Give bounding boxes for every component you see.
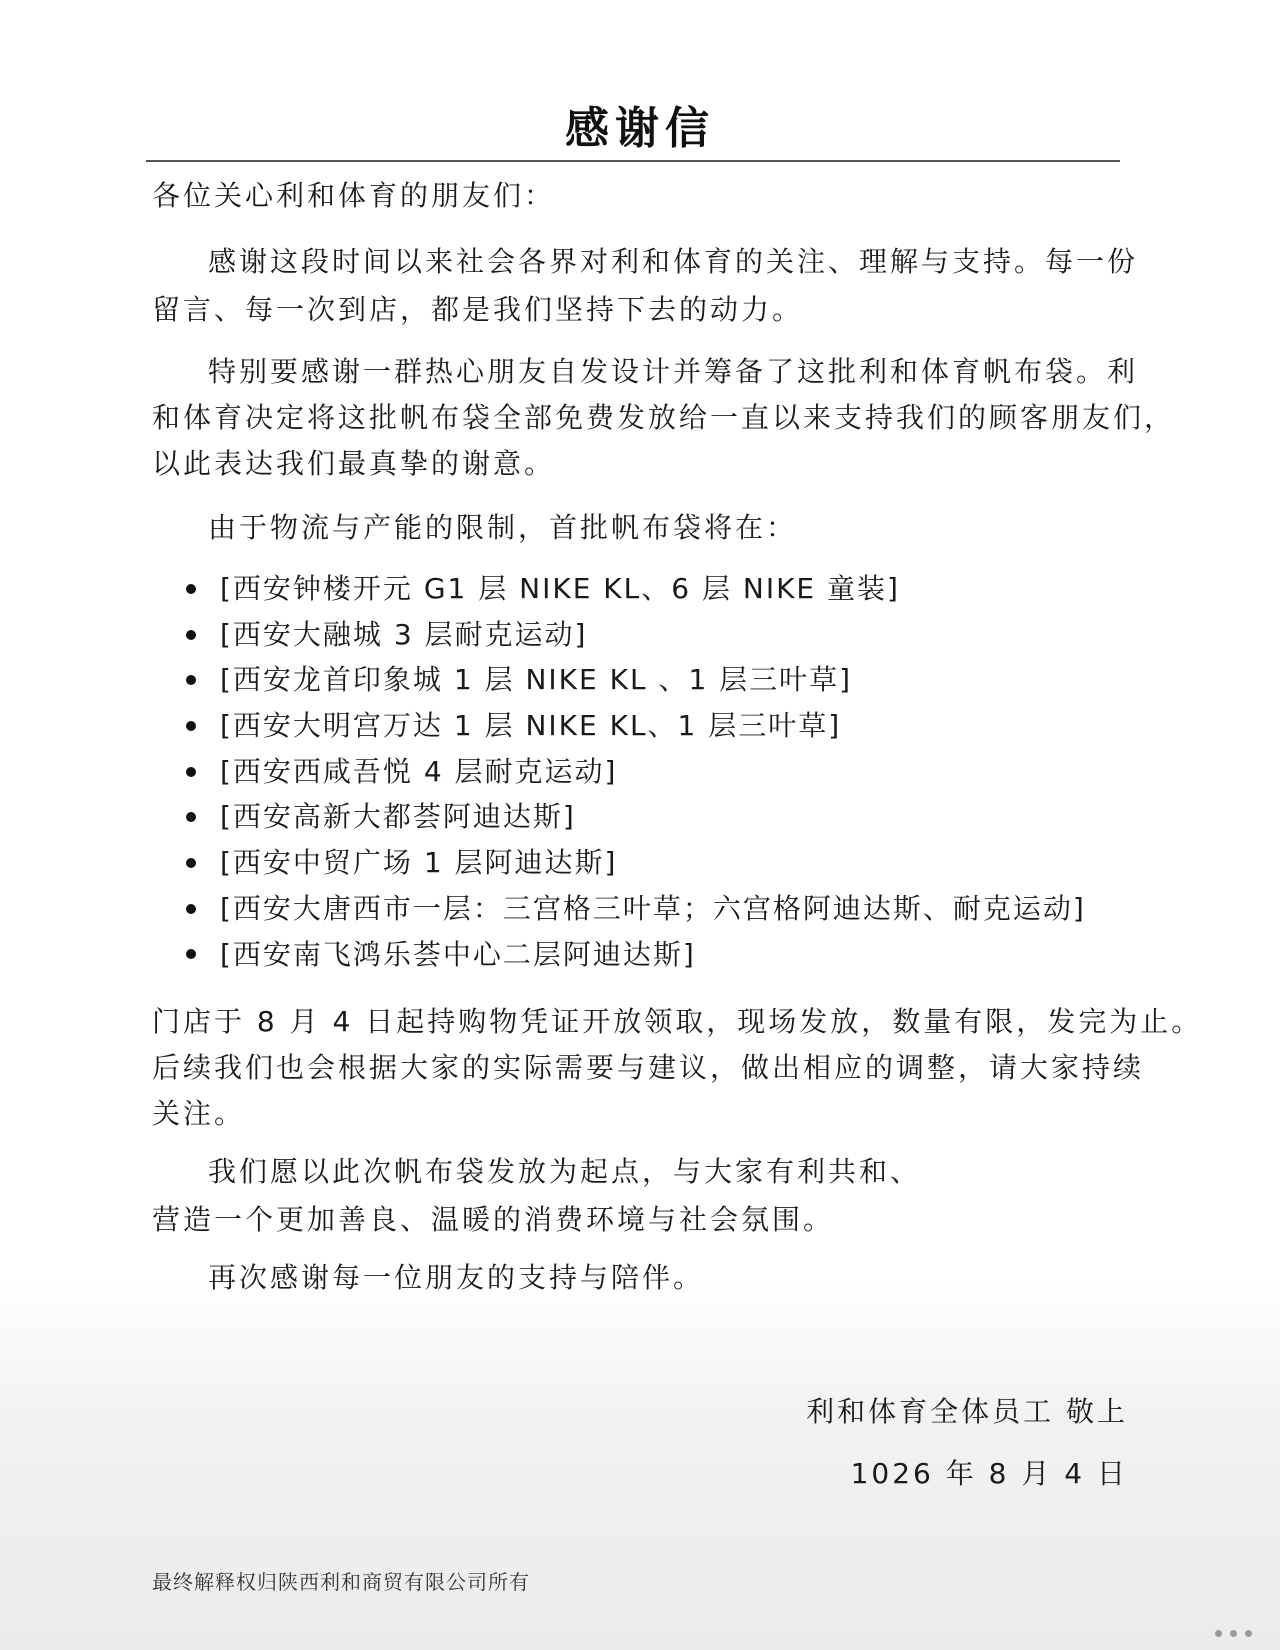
store-name: [西安大唐西市一层：三宫格三叶草；六宫格阿迪达斯、耐克运动] <box>220 891 1086 925</box>
store-name: [西安高新大都荟阿迪达斯] <box>220 800 576 834</box>
list-item <box>186 886 1086 932</box>
store-name: [西安龙首印象城 1 层 NIKE KL 、1 层三叶草] <box>220 663 853 697</box>
dot-icon <box>1245 1630 1252 1637</box>
paragraph-2-line-2: 和体育决定将这批帆布袋全部免费发放给一直以来支持我们的顾客朋友们， <box>152 401 1176 434</box>
bullet-icon <box>186 812 196 822</box>
salutation: 各位关心利和体育的朋友们： <box>152 179 556 212</box>
bullet-icon <box>186 767 196 777</box>
list-item <box>186 794 1086 840</box>
paragraph-3: 由于物流与产能的限制，首批帆布袋将在： <box>208 511 798 544</box>
paragraph-4-line-1: 门店于 8 月 4 日起持购物凭证开放领取，现场发放，数量有限，发完为止。 <box>152 1005 1203 1038</box>
list-item <box>186 566 1086 612</box>
paragraph-4-line-2: 后续我们也会根据大家的实际需要与建议，做出相应的调整，请大家持续 <box>152 1051 1145 1084</box>
list-item <box>186 932 1086 978</box>
bullet-icon <box>186 675 196 685</box>
store-list <box>186 566 1086 977</box>
list-item <box>186 840 1086 886</box>
dot-icon <box>1215 1630 1222 1637</box>
list-item <box>186 657 1086 703</box>
signature: 利和体育全体员工 敬上 <box>806 1395 1128 1428</box>
title-divider <box>146 160 1120 162</box>
paragraph-1-line-2: 留言、每一次到店，都是我们坚持下去的动力。 <box>152 293 804 326</box>
bullet-icon <box>186 949 196 959</box>
paragraph-5-line-1: 我们愿以此次帆布袋发放为起点，与大家有利共和、 <box>208 1155 922 1188</box>
paragraph-2-line-1: 特别要感谢一群热心朋友自发设计并筹备了这批利和体育帆布袋。利 <box>208 355 1139 388</box>
list-item <box>186 612 1086 658</box>
paragraph-4-line-3: 关注。 <box>152 1097 246 1130</box>
bullet-icon <box>186 904 196 914</box>
list-item <box>186 703 1086 749</box>
store-name: [西安西咸吾悦 4 层耐克运动] <box>220 754 618 788</box>
bullet-icon <box>186 584 196 594</box>
more-options-icon[interactable] <box>1215 1630 1252 1637</box>
paragraph-6: 再次感谢每一位朋友的支持与陪伴。 <box>208 1261 705 1294</box>
paragraph-2-line-3: 以此表达我们最真挚的谢意。 <box>152 447 556 480</box>
dot-icon <box>1230 1630 1237 1637</box>
footnote: 最终解释权归陕西利和商贸有限公司所有 <box>152 1570 530 1594</box>
letter-date: 1026 年 8 月 4 日 <box>850 1457 1128 1490</box>
store-name: [西安大融城 3 层耐克运动] <box>220 617 588 651</box>
list-item <box>186 749 1086 795</box>
paragraph-5-line-2: 营造一个更加善良、温暖的消费环境与社会氛围。 <box>152 1203 835 1236</box>
store-name: [西安大明宫万达 1 层 NIKE KL、1 层三叶草] <box>220 709 842 743</box>
letter-title: 感谢信 <box>565 103 715 154</box>
bullet-icon <box>186 721 196 731</box>
store-name: [西安中贸广场 1 层阿迪达斯] <box>220 846 618 880</box>
bullet-icon <box>186 630 196 640</box>
store-name: [西安南飞鸿乐荟中心二层阿迪达斯] <box>220 937 696 971</box>
store-name: [西安钟楼开元 G1 层 NIKE KL、6 层 NIKE 童装] <box>220 572 900 605</box>
paragraph-1-line-1: 感谢这段时间以来社会各界对利和体育的关注、理解与支持。每一份 <box>208 245 1139 278</box>
bullet-icon <box>186 858 196 868</box>
